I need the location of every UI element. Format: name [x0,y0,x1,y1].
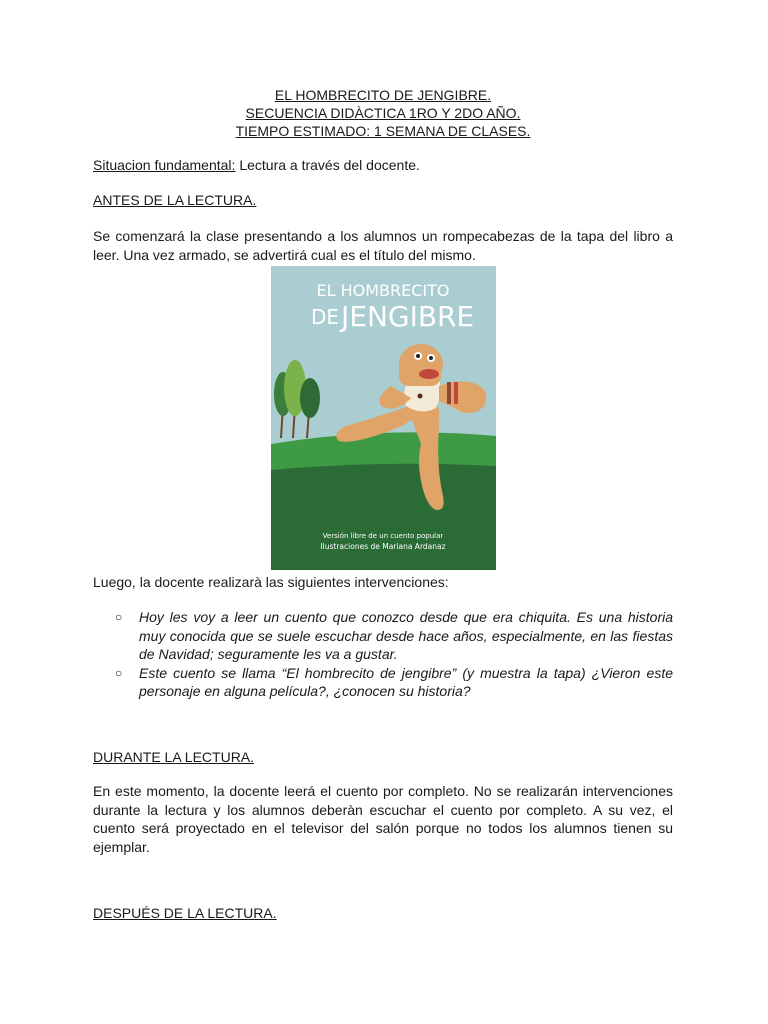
cover-caption-2: Ilustraciones de Mariana Ardanaz [320,542,446,551]
document-title [93,86,673,140]
situacion-text: Lectura a través del docente. [235,157,420,173]
book-cover-illustration [271,266,496,570]
situacion-fundamental [93,156,673,175]
cover-caption-1: Versión libre de un cuento popular [322,532,444,540]
antes-heading: ANTES DE LA LECTURA. [93,192,257,208]
intervention-text: Este cuento se llama “El hombrecito de jengibre” (y muestra la tapa) ¿Vieron este personaje en alguna película?, ¿conocen su historia? [139,664,673,699]
circle-bullet-icon: ○ [115,665,123,680]
book-cover-image [271,266,496,570]
cover-title-top: EL HOMBRECITO [316,281,450,300]
title-line-1: EL HOMBRECITO DE JENGIBRE. [274,87,492,103]
durante-heading: DURANTE LA LECTURA. [93,749,255,765]
title-line-2: SECUENCIA DIDÀCTICA 1RO Y 2DO AÑO. [245,105,521,121]
cover-ground [271,464,496,570]
cover-title-de: DE [311,305,340,329]
interventions-list [93,608,673,701]
list-item [93,608,673,664]
circle-bullet-icon: ○ [115,610,123,624]
situacion-label: Situacion fundamental: [93,157,236,173]
despues-heading: DESPUÉS DE LA LECTURA. [93,905,277,921]
title-line-3: TIEMPO ESTIMADO: 1 SEMANA DE CLASES. [235,123,531,139]
cover-title-main: JENGIBRE [341,300,475,333]
tree [300,378,320,418]
list-item [93,664,673,701]
durante-paragraph: En este momento, la docente leerá el cuento por completo. No se realizarán intervenciones durante la lectura y los alumnos deberàn escuchar el cuento por completo. A su vez, el cuento será proyectado en el televisor del salón porque no todos los alumnos tienen su ejemplar. [93,783,673,855]
intervention-text: Hoy les voy a leer un cuento que conozco desde que era chiquita. Es una historia muy conocida que se suele escuchar desde hace años, especialmente, en las fiestas de Navidad; seguramente les va a gustar. [139,609,673,662]
luego-paragraph: Luego, la docente realizarà las siguientes intervenciones: [93,574,449,590]
antes-paragraph: Se comenzará la clase presentando a los alumnos un rompecabezas de la tapa del libro a leer. Una vez armado, se advertirá cual es el título del mismo. [93,228,673,263]
